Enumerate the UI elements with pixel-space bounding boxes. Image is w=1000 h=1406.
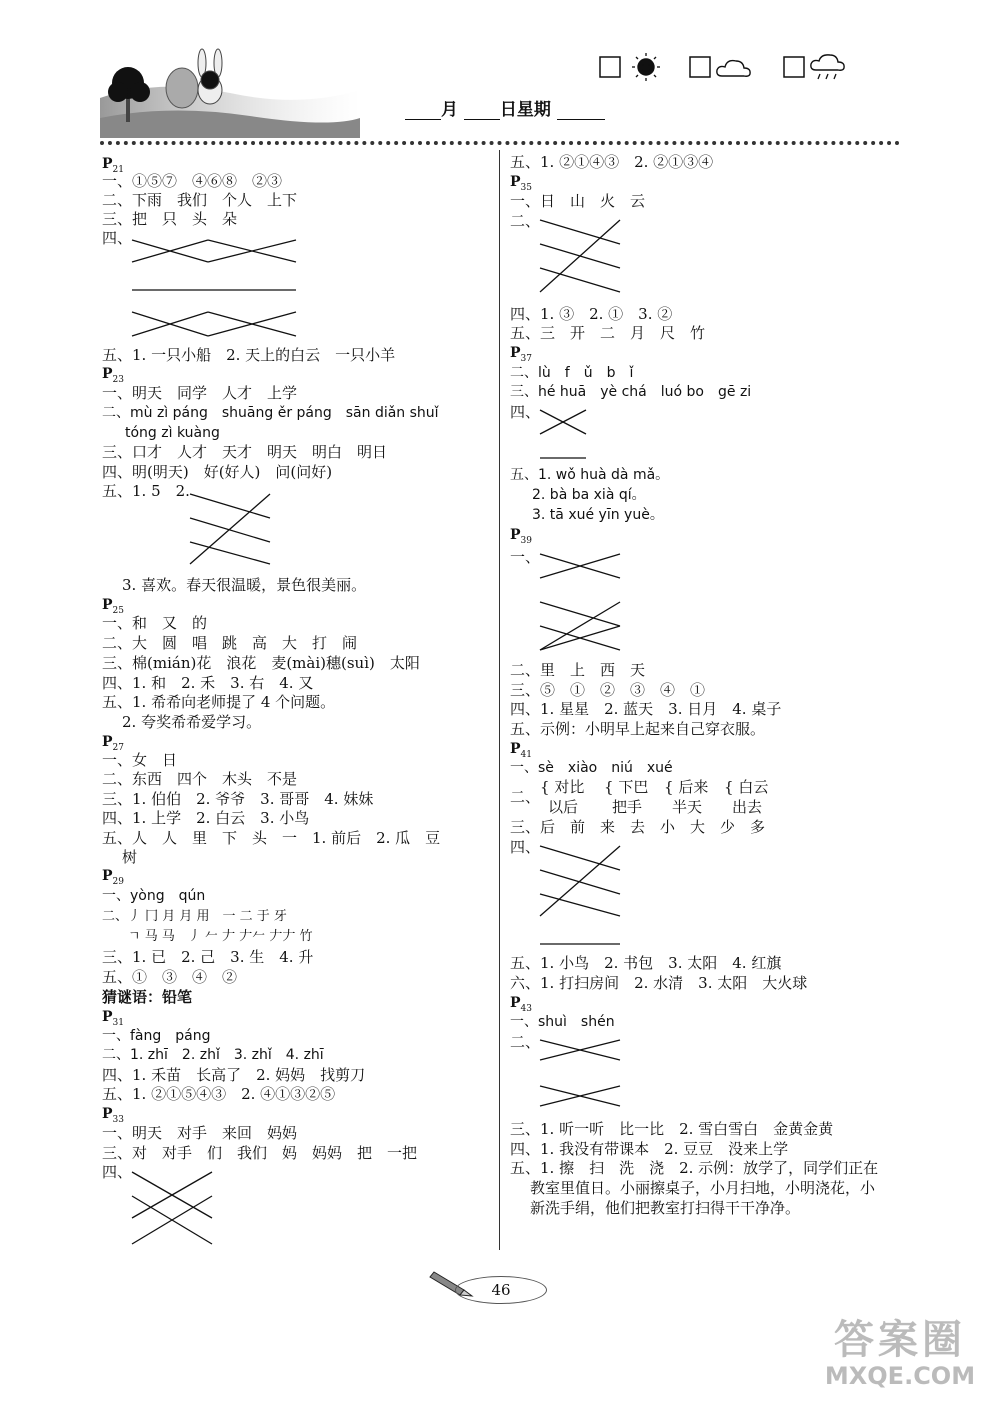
- answer-line: 一、日 山 火 云: [510, 192, 646, 210]
- answer-line: 一、女 日: [102, 751, 178, 769]
- answer-line: 三、口才 人才 天才 明天 明白 明日: [102, 443, 388, 461]
- answer-line: 二、东西 四个 木头 不是: [102, 770, 298, 788]
- answer-line: 二、: [510, 212, 541, 230]
- answer-line: 四、1. 星星 2. 蓝天 3. 日月 4. 桌子: [510, 700, 782, 718]
- answer-line: 3. 喜欢。春天很温暖，景色很美丽。: [122, 576, 367, 594]
- answer-line: 一、shuì shén: [510, 1014, 615, 1030]
- answer-line: 二、下雨 我们 个人 上下: [102, 191, 298, 209]
- weather-checkboxes: [598, 52, 868, 84]
- matching-lines: [536, 404, 592, 466]
- page-ref: $P_{37}$: [510, 345, 532, 364]
- answer-line: 一、sè xiào niú xué: [510, 760, 673, 776]
- column-divider: [499, 150, 500, 1250]
- answer-line: 一、: [510, 548, 541, 566]
- page-number-badge: [455, 1276, 547, 1304]
- answer-line: 二、里 上 西 天: [510, 661, 646, 679]
- answer-line: 新洗手绢，他们把教室打扫得干干净净。: [530, 1199, 801, 1217]
- answer-line: 一、fàng páng: [102, 1028, 211, 1044]
- answer-line: 二、: [510, 788, 541, 806]
- answer-line: 五、示例：小明早上起来自己穿衣服。: [510, 720, 766, 738]
- page-ref: $P_{25}$: [102, 597, 124, 616]
- page-ref: $P_{35}$: [510, 174, 532, 193]
- matching-lines: [536, 840, 626, 952]
- answer-line: 一、①⑤⑦ ④⑥⑧ ②③: [102, 172, 283, 190]
- answer-line: 四、: [510, 403, 541, 421]
- answer-line: 四、: [102, 229, 133, 247]
- answer-line: 五、1. ②①④③ 2. ②①③④: [510, 153, 714, 171]
- header-illustration: [100, 38, 360, 138]
- answer-line: 五、1. 一只小船 2. 天上的白云 一只小羊: [102, 346, 396, 364]
- answer-line: 四、: [510, 838, 541, 856]
- answer-line: 四、1. 禾苗 长高了 2. 妈妈 找剪刀: [102, 1066, 366, 1084]
- date-day: 日星期: [499, 100, 551, 120]
- answer-line: 二、丿 冂 月 月 用 一 二 于 牙: [102, 909, 287, 924]
- answer-line: 二、大 圆 唱 跳 高 大 打 闹: [102, 634, 358, 652]
- answer-line: 五、1. wǒ huà dà mǎ。: [510, 467, 670, 483]
- answer-line: 3. tā xué yīn yuè。: [532, 507, 664, 523]
- answer-line: 六、1. 打扫房间 2. 水清 3. 太阳 大火球: [510, 974, 808, 992]
- answer-line: 二、: [510, 1033, 541, 1051]
- page-ref: $P_{21}$: [102, 156, 124, 175]
- answer-line: 三、把 只 头 朵: [102, 210, 238, 228]
- word-pair: { 白云: [724, 778, 769, 796]
- cloud-icon: [717, 61, 750, 77]
- answer-line: 三、1. 已 2. 己 3. 生 4. 升: [102, 948, 314, 966]
- sun-icon: [632, 53, 660, 81]
- answer-line: 五、1. ②①⑤④③ 2. ④①③②⑤: [102, 1085, 336, 1103]
- matching-lines: [128, 232, 303, 344]
- answer-line: 四、: [102, 1163, 133, 1181]
- answer-line: 一、yòng qún: [102, 888, 206, 904]
- matching-lines: [536, 1034, 626, 1114]
- page-ref: $P_{41}$: [510, 741, 532, 760]
- page-ref: $P_{31}$: [102, 1009, 124, 1028]
- answer-line: 五、1. 希希向老师提了 4 个问题。: [102, 693, 336, 711]
- answer-line: 二、1. zhī 2. zhǐ 3. zhǐ 4. zhī: [102, 1047, 324, 1063]
- word-pair: 以后: [548, 798, 579, 816]
- answer-line: 三、1. 伯伯 2. 爷爷 3. 哥哥 4. 妹妹: [102, 790, 374, 808]
- word-pair: { 后来: [664, 778, 709, 796]
- page-ref: $P_{23}$: [102, 366, 124, 385]
- answer-line: 猜谜语：铅笔: [102, 988, 193, 1006]
- word-pair: 出去: [732, 798, 763, 816]
- answer-line: 一、明天 对手 来回 妈妈: [102, 1124, 298, 1142]
- matching-lines: [128, 1166, 218, 1250]
- answer-line: 五、人 人 里 下 头 一 1. 前后 2. 瓜 豆: [102, 829, 441, 847]
- word-pair: { 对比: [540, 778, 585, 796]
- answer-line: 二、mù zì páng shuāng ěr páng sān diǎn shuǐ: [102, 405, 439, 421]
- word-pair: { 下巴: [604, 778, 649, 796]
- word-pair: 半天: [672, 798, 703, 816]
- matching-lines: [186, 488, 276, 570]
- answer-line: 三、⑤ ① ② ③ ④ ①: [510, 681, 706, 699]
- answer-line: 教室里值日。小丽擦桌子，小月扫地，小明浇花，小: [530, 1179, 876, 1197]
- answer-line: 三、1. 听一听 比一比 2. 雪白雪白 金黄金黄: [510, 1120, 834, 1138]
- answer-line: 一、明天 同学 人才 上学: [102, 384, 298, 402]
- page-ref: $P_{39}$: [510, 527, 532, 546]
- answer-line: 五、三 开 二 月 尺 竹: [510, 324, 706, 342]
- answer-line: 二、lù f ǔ b ǐ: [510, 365, 634, 381]
- answer-line: 五、1. 5 2.: [102, 482, 190, 500]
- page-number: 46: [491, 1281, 511, 1299]
- answer-line: 三、棉(mián)花 浪花 麦(mài)穗(suì) 太阳: [102, 654, 420, 672]
- dotted-divider: [100, 141, 900, 145]
- answer-line: 五、① ③ ④ ②: [102, 968, 238, 986]
- matching-lines: [536, 214, 626, 298]
- answer-line: 三、hé huā yè chá luó bo gē zi: [510, 384, 752, 400]
- answer-line: 四、1. 我没有带课本 2. 豆豆 没来上学: [510, 1140, 789, 1158]
- watermark-logo: 答案圈: [834, 1317, 966, 1363]
- answer-line: 树: [122, 848, 138, 866]
- page-ref: $P_{33}$: [102, 1106, 124, 1125]
- rain-icon: [811, 55, 844, 79]
- answer-line: 三、对 对手 们 我们 妈 妈妈 把 一把: [102, 1144, 418, 1162]
- answer-line: 2. bà ba xià qí。: [532, 487, 646, 503]
- answer-line: tóng zì kuàng: [125, 425, 220, 441]
- date-line: [405, 95, 645, 119]
- answer-line: 一、和 又 的: [102, 614, 208, 632]
- answer-line: 四、1. 和 2. 禾 3. 右 4. 又: [102, 674, 314, 692]
- page-ref: $P_{27}$: [102, 734, 124, 753]
- watermark: [805, 1318, 995, 1398]
- answer-line: 2. 夸奖希希爱学习。: [122, 713, 262, 731]
- answer-line: 三、后 前 来 去 小 大 少 多: [510, 818, 766, 836]
- answer-line: 四、1. 上学 2. 白云 3. 小鸟: [102, 809, 310, 827]
- watermark-url: MXQE.COM: [824, 1362, 976, 1390]
- page-ref: $P_{43}$: [510, 995, 532, 1014]
- answer-line: 五、1. 小鸟 2. 书包 3. 太阳 4. 红旗: [510, 954, 782, 972]
- word-pair: 把手: [612, 798, 643, 816]
- matching-lines: [536, 548, 626, 678]
- page-ref: $P_{29}$: [102, 868, 124, 887]
- answer-line: 四、明(明天) 好(好人) 问(问好): [102, 463, 333, 481]
- answer-line: 五、1. 擦 扫 洗 浇 2. 示例：放学了，同学们正在: [510, 1159, 879, 1177]
- date-month: 月: [441, 100, 458, 120]
- answer-line: 四、1. ③ 2. ① 3. ②: [510, 305, 673, 323]
- answer-line: ㄱ 马 马 丿 𠂉 𠂇 𠂇𠂉 𠂇𠂇 竹: [128, 929, 313, 944]
